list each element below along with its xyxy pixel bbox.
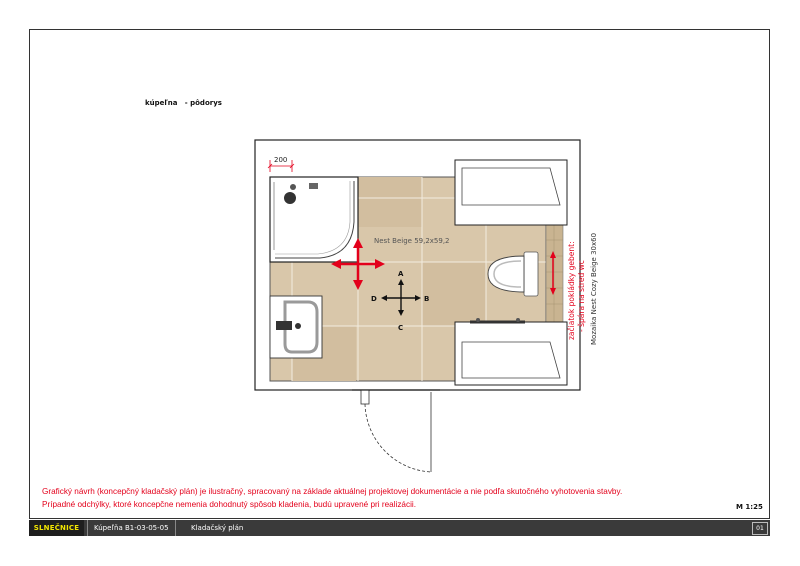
disclaimer: [42, 486, 732, 511]
tile: [422, 262, 486, 326]
tile: [358, 177, 422, 227]
washbasin: [270, 296, 322, 358]
disclaimer-line2: Prípadné odchýlky, ktoré koncepčne nemenia dohodnutý spôsob kladenia, budú upravené pri realizácii.: [42, 499, 416, 509]
plan-title: kúpeľna - pôdorys: [145, 99, 222, 107]
room-code: Kúpeľňa B1-03-05-05: [87, 520, 176, 536]
scale-label: M 1:25: [736, 503, 763, 511]
direction-b-label: B: [424, 295, 430, 303]
start-note-line2: - špára na stred wc: [577, 260, 586, 332]
mosaic-label: Mozaika Nest Cozy Beige 30x60: [590, 232, 598, 345]
page-number: 01: [752, 522, 768, 535]
disclaimer-line1: Grafický návrh (koncepčný kladačský plán) je ilustračný, spracovaný na základe aktuálnej projektovej dokumentácie a nie podľa skutočného vyhotovenia stavby.: [42, 487, 623, 496]
brand-label: SLNEČNICE: [29, 520, 84, 536]
direction-d-label: D: [371, 295, 377, 303]
door: [352, 390, 440, 472]
shower-head-icon: [284, 192, 296, 204]
footer-bar: [29, 520, 770, 536]
dimension-label: 200: [274, 156, 288, 164]
direction-a-label: A: [398, 270, 404, 278]
shower-enclosure: [270, 177, 358, 262]
mosaic-strip: [546, 225, 563, 322]
document-kind: Kladačský plán: [191, 524, 244, 532]
start-note-line1: začiatok pokládky gebent:: [567, 241, 576, 340]
tile-label: Nest Beige 59,2x59,2: [374, 237, 450, 245]
direction-c-label: C: [398, 324, 404, 332]
door-swing: [365, 404, 431, 472]
